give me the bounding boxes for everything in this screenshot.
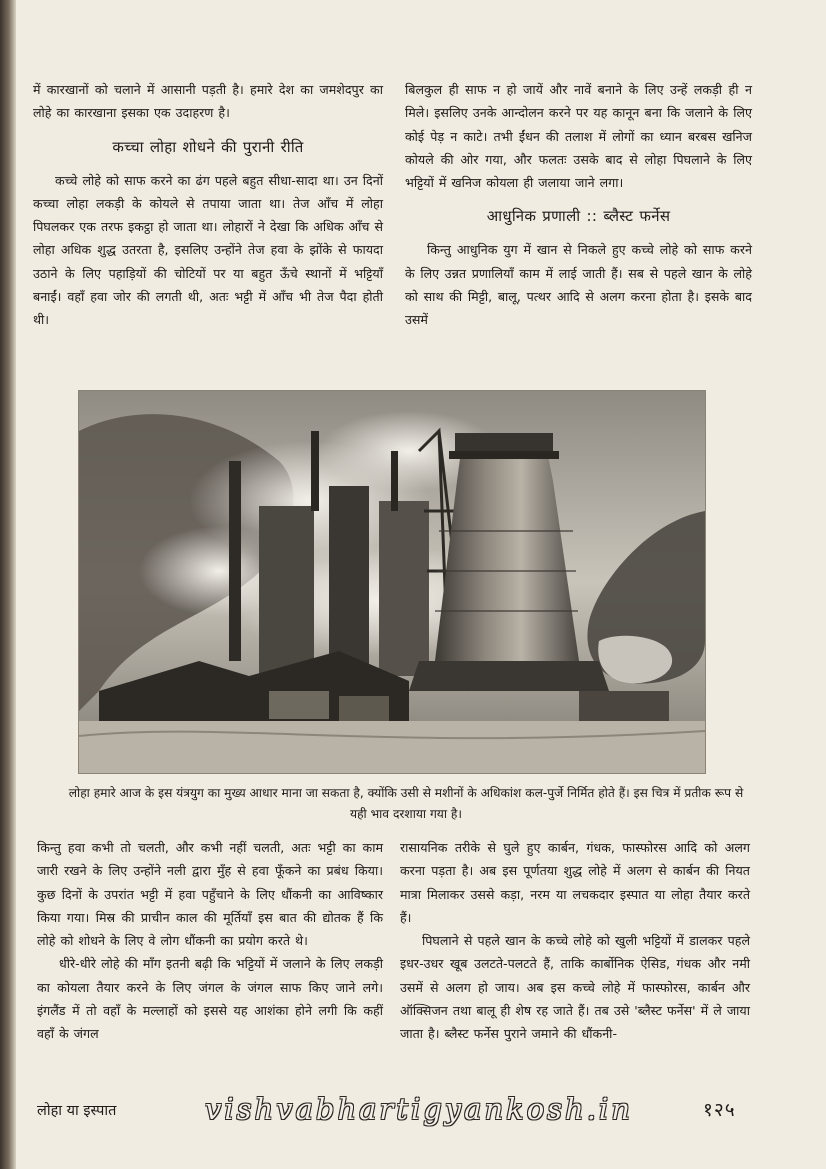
column-top-right	[405, 78, 752, 332]
paragraph: कच्चे लोहे को साफ करने का ढंग पहले बहुत सीधा-सादा था। उन दिनों कच्चा लोहा लकड़ी के कोयले से तपाया जाता था। तेज आँच में लोहा पिघलकर एक तरफ इकट्ठा हो जाता था। लोहारों ने देखा कि अधिक आँच से लोहा अधिक शुद्ध उतरता है, इसलिए उन्होंने तेज हवा के झोंके से फायदा उठाने के लिए पहाड़ियों की चोटियों पर या बहुत ऊँचे स्थानों में भट्टियाँ बनाईं। वहाँ हवा जोर की लगती थी, अतः भट्टी में आँच भी तेज पैदा होती थी।	[33, 172, 383, 328]
blast-furnace-illustration	[78, 390, 706, 774]
paragraph: किन्तु आधुनिक युग में खान से निकले हुए कच्चे लोहे को साफ करने के लिए उन्नत प्रणालियाँ काम में लाई जाती हैं। सब से पहले खान के लोहे को साथ की मिट्टी, बालू, पत्थर आदि से अलग करना होता है। इसके बाद उसमें	[405, 242, 752, 328]
paragraph: किन्तु हवा कभी तो चलती, और कभी नहीं चलती, अतः भट्टी का काम जारी रखने के लिए उन्होंने नली द्वारा मुँह से हवा फूँकने का प्रबंध किया। कुछ दिनों के उपरांत भट्टी में हवा पहुँचाने के लिए धौंकनी का आविष्कार किया गया। मिस्र की प्राचीन काल की मूर्तियाँ इस बात की द्योतक हैं कि लोहे को शोधने के लिए वे लोग धौंकनी का प्रयोग करते थे।	[37, 840, 383, 949]
page-number: १२५	[703, 1099, 736, 1121]
source-watermark: vishvabhartigyankosh.in	[205, 1092, 633, 1126]
book-binding-edge	[0, 0, 16, 1169]
paragraph: धीरे-धीरे लोहे की माँग इतनी बढ़ी कि भट्टियों में जलाने के लिए लकड़ी का कोयला तैयार करने के लिए जंगल के जंगल साफ किए जाने लगे। इंगलैंड में तो वहाँ के मल्लाहों को इससे यह आशंका होने लगी कि कहीं वहाँ के जंगल	[37, 956, 383, 1042]
running-footer-title: लोहा या इस्पात	[37, 1103, 117, 1119]
column-top-left	[33, 78, 383, 332]
section-heading-modern-method: आधुनिक प्रणाली :: ब्लैस्ट फर्नेस	[486, 207, 671, 226]
column-bottom-right	[400, 836, 750, 1046]
paragraph: पिघलाने से पहले खान के कच्चे लोहे को खुली भट्टियों में डालकर पहले इधर-उधर खूब उलटते-पलटते हैं, ताकि कार्बोनिक ऐसिड, गंधक और नमी उसमें से अलग हो जाय। अब इस कच्चे लोहे में फास्फोरस, कार्बन और ऑक्सिजन तथा बालू ही शेष रह जाते हैं। तब उसे 'ब्लैस्ट फर्नेस' में ले जाया जाता है। ब्लैस्ट फर्नेस पुराने जमाने की धौंकनी-	[400, 933, 750, 1042]
paragraph: बिलकुल ही साफ न हो जायें और नावें बनाने के लिए उन्हें लकड़ी ही न मिले। इसलिए उनके आन्दोलन करने पर यह कानून बना कि जलाने के लिए कोई पेड़ न काटे। तभी ईंधन की तलाश में लोगों का ध्यान बरबस खनिज कोयले की ओर गया, और फलतः उसके बाद से लोहा पिघलाने के लिए भट्टियों में खनिज कोयला ही जलाया जाने लगा।	[405, 82, 752, 191]
paragraph: रासायनिक तरीके से घुले हुए कार्बन, गंधक, फास्फोरस आदि को अलग करना पड़ता है। अब इस पूर्णतया शुद्ध लोहे में अलग से कार्बन की नियत मात्रा मिलाकर उससे कड़ा, नरम या लचकदार इस्पात या लोहा तैयार करते हैं।	[400, 840, 750, 925]
illustration-caption: लोहा हमारे आज के इस यंत्रयुग का मुख्य आधार माना जा सकता है, क्योंकि उसी से मशीनों के अधिकांश कल-पुर्जे निर्मित होते हैं। इस चित्र में प्रतीक रूप से यही भाव दरशाया गया है।	[68, 786, 744, 821]
column-bottom-left	[37, 836, 383, 1046]
paragraph: में कारखानों को चलाने में आसानी पड़ती है। हमारे देश का जमशेदपुर का लोहे का कारखाना इसका एक उदाहरण है।	[33, 82, 383, 121]
section-heading-old-method: कच्चा लोहा शोधने की पुरानी रीति	[112, 137, 304, 156]
